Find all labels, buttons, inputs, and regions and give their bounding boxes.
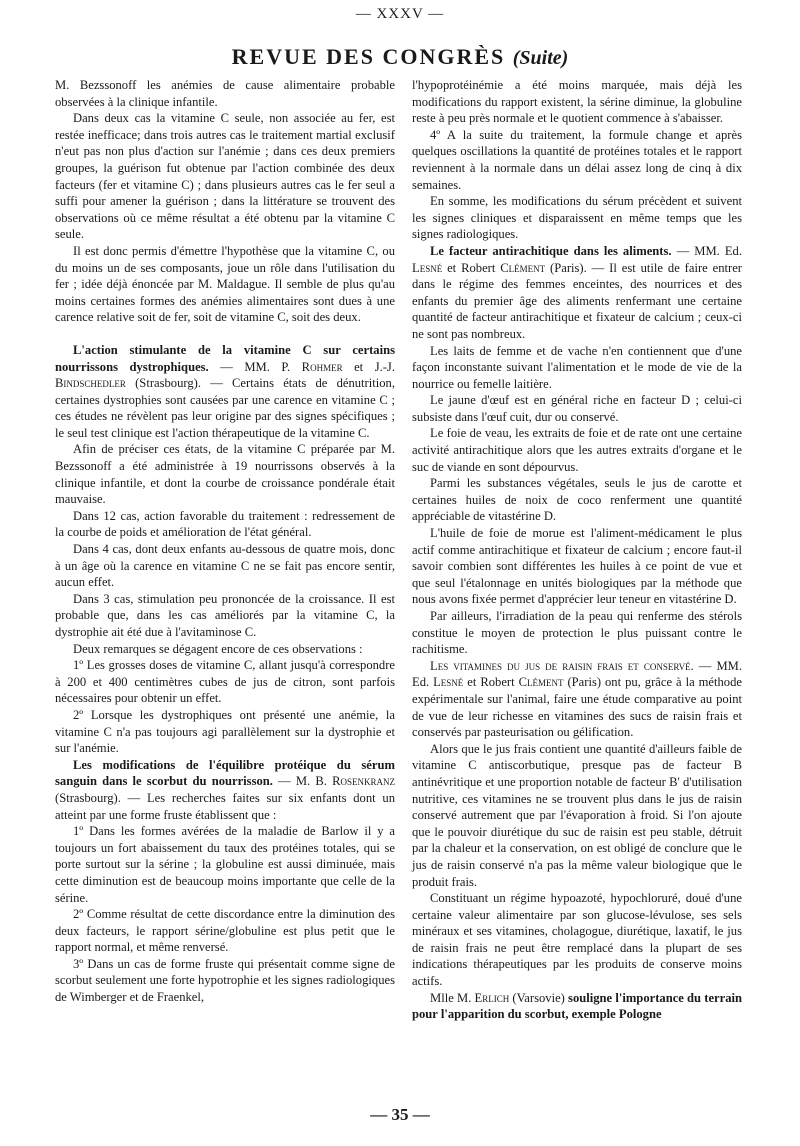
paragraph: 2º Comme résultat de cette discordance entre la diminution des deux facteurs, le rapport sérine/globuline est plus petit que le rapport normal, et même renversé.	[55, 907, 395, 955]
article-title: Les vitamines du jus de raisin frais et conservé.	[430, 658, 694, 673]
paragraph: l'hypoprotéinémie a été moins marquée, mais déjà les modifications du rapport existent, la sérine diminue, la globuline reste à peu près normale et le quotient commence à s'abaisser.	[412, 78, 742, 126]
article-grape-juice-vitamins: Les vitamines du jus de raisin frais et conservé. — MM. Ed. Lesné et Robert Clément (Paris) ont pu, grâce à la méthode expérimentale sur l'animal, faire une étude comparative au point de vue de leur richesse en vitamines des sucs de raisin frais et conservés par pasteurisation ou gélification.	[412, 658, 742, 740]
paragraph: Le foie de veau, les extraits de foie et de rate ont une certaine activité antirachitique alors que les autres extraits d'organe et le suc de viande en sont dépourvus.	[412, 426, 742, 474]
paragraph: 1º Dans les formes avérées de la maladie de Barlow il y a toujours un fort abaissement du taux des protéines totales, qui se porte surtout sur la sérine ; la globuline est aussi diminuée, mais cette diminution est de beaucoup moins importante que celle de la sérine.	[55, 824, 395, 905]
paragraph: Dans 4 cas, dont deux enfants au-dessous de quatre mois, donc à un âge où la carence en vitamine C ne se fait pas encore sentir, aucun effet.	[55, 542, 395, 590]
author-name: Rosenkranz	[332, 774, 395, 789]
right-column	[412, 77, 742, 1023]
paragraph: L'huile de foie de morue est l'aliment-médicament le plus actif comme antirachitique et fixateur de calcium ; encore faut-il savoir combien sont différentes les huiles à ce point de vue et que seul l'étalonnage en unités biologiques par la méthode que nous avons fixée permet d'apprécier leur teneur en vitastérine D.	[412, 526, 742, 607]
title-text: REVUE DES CONGRÈS	[231, 44, 506, 69]
paragraph: Dans deux cas la vitamine C seule, non associée au fer, est restée inefficace; dans trois autres cas le traitement martial exclusif n'eut pas non plus d'action sur l'anémie ; dans ces deux premiers groupes, la guérison fut obtenue par l'action combinée des deux facteurs (fer et vitamine C) ; dans plusieurs autres cas le fer seul a suffi pour amener la guérison ; dans la littérature se trouvent des observations où ce même résultat a été obtenu par la vitamine C seule.	[55, 111, 395, 242]
paragraph: Dans 3 cas, stimulation peu prononcée de la croissance. Il est probable que, dans les cas améliorés par la vitamine C, la dystrophie ait été due à l'avitaminose C.	[55, 591, 395, 639]
left-column	[55, 77, 395, 1006]
paragraph: En somme, les modifications du sérum précèdent et suivent les signes cliniques et disparaissent en même temps que les signes radiologiques.	[412, 194, 742, 242]
paragraph: Parmi les substances végétales, seuls le jus de carotte et certaines huiles de noix de coco renferment une quantité appréciable de vitastérine D.	[412, 476, 742, 524]
emphasis-text: souligne l'importance du terrain pour l'apparition du scorbut, exemple Pologne	[412, 990, 743, 1022]
article-title: L'action stimulante de la vitamine C sur certains nourrissons dystrophiques.	[55, 342, 395, 374]
paragraph: Le jaune d'œuf est en général riche en facteur D ; celui-ci subsiste dans l'œuf cuit, dur ou conservé.	[412, 393, 742, 424]
article-vitamin-c-dystrophy: L'action stimulante de la vitamine C sur certains nourrissons dystrophiques. — MM. P. Rohmer et J.-J. Bindschedler (Strasbourg). — Certains états de dénutrition, certaines dystrophies sont causées par une carence en vitamine C ; ces études ne révèlent pas leur origine par des signes spécifiques ; le seul test clinique est l'action thérapeutique de la vitamine C.	[55, 342, 395, 440]
author-name: Erlich	[474, 990, 510, 1005]
roman-page-number: — XXXV —	[355, 6, 445, 22]
paragraph: 4º A la suite du traitement, la formule change et après quelques oscillations la quantité de protéines totales et le rapport reviennent à la normale dans un délai assez long de cinq à dix semaines.	[412, 127, 742, 192]
paragraph: 3º Dans un cas de forme fruste qui présentait comme signe de scorbut seulement une forte hypotrophie et les signes radiologiques de Wimberger et de Fraenkel,	[55, 956, 395, 1005]
paragraph: Afin de préciser ces états, de la vitamine C préparée par M. Bezssonoff a été administrée à 19 nourrissons observés à la clinique infantile, et dont la courbe de croissance pondérale était mauvaise.	[55, 442, 395, 507]
paragraph: Il est donc permis d'émettre l'hypothèse que la vitamine C, ou du moins un de ses composants, joue un rôle dans l'utilisation du fer ; idée déjà énoncée par M. Maldague. Il semble de plus qu'au moins certaines formes des anémies alimentaires sont dues à une carence relative soit de fer, soit de vitamine C, soit des deux.	[55, 243, 395, 325]
author-name: Rohmer	[301, 359, 343, 374]
paragraph: 2º Lorsque les dystrophiques ont présenté une anémie, la vitamine C n'a pas toujours agi parallèlement sur la dystrophie et sur l'anémie.	[55, 707, 395, 756]
author-name: Lesné	[412, 260, 443, 275]
paragraph: Dans 12 cas, action favorable du traitement : redressement de la courbe de poids et amélioration de l'état général.	[55, 508, 395, 540]
paragraph: Alors que le jus frais contient une quantité d'ailleurs faible de vitamine C antiscorbutique, presque pas de facteur B antinévritique et une proportion notable de facteur B' d'utilisation nutritive, ces vitamines ne se trouvent plus dans le jus de raisin conservé autrement que par l'évaporation à froid. Si l'on ajoute que le pouvoir diurétique du suc de raisin est peu stable, détruit par la chaleur et la conservation, on est obligé de conclure que le jus de raisin conservé n'a pas la même valeur biologique que le produit frais.	[412, 741, 742, 889]
author-name: Bindschedler	[55, 376, 126, 391]
paragraph: Par ailleurs, l'irradiation de la peau qui renferme des stérols constitue le moyen de protection le plus puissant contre le rachitisme.	[412, 609, 742, 657]
author-name: Lesné	[433, 675, 464, 690]
title-suite: (Suite)	[512, 47, 569, 69]
paragraph: M. Bezssonoff les anémies de cause alimentaire probable observées à la clinique infantile.	[55, 78, 395, 109]
article-protein-balance: Les modifications de l'équilibre protéique du sérum sanguin dans le scorbut du nourrisson. — M. B. Rosenkranz (Strasbourg). — Les recherches faites sur six enfants dont un atteint par une forme fruste établissent que :	[55, 757, 395, 822]
article-antirachitic-factor: Le facteur antirachitique dans les aliments. — MM. Ed. Lesné et Robert Clément (Paris). — Il est utile de faire entrer dans le régime des femmes enceintes, des nourrices et des enfants du premier âge des aliments renfermant une certaine quantité de facteur antirachitique et fixateur de calcium ; ceux-ci ne sont pas nombreux.	[412, 243, 742, 341]
paragraph: Constituant un régime hypoazoté, hypochloruré, doué d'une certaine valeur alimentaire par son glucose-lévulose, ses sels minéraux et ses vitamines, cholagogue, diurétique, laxatif, le jus de raisin frais ne peut être remplacé dans la plupart de ses indications thérapeutiques par les produits de conserve moins actifs.	[412, 891, 742, 989]
page-title	[0, 44, 800, 70]
article-erlich: Mlle M. Erlich (Varsovie) souligne l'importance du terrain pour l'apparition du scorbut, exemple Pologne	[412, 990, 743, 1022]
paragraph: Deux remarques se dégagent encore de ces observations :	[73, 641, 363, 656]
article-title: Les modifications de l'équilibre protéique du sérum sanguin dans le scorbut du nourrisson.	[55, 757, 395, 789]
article-title: Le facteur antirachitique dans les aliments.	[430, 243, 672, 258]
paragraph: 1º Les grosses doses de vitamine C, allant jusqu'à correspondre à 200 et 400 centimètres cubes de jus de citron, sont parfois nécessaires pour obtenir un effet.	[55, 658, 395, 706]
author-name: Clément	[500, 260, 546, 275]
paragraph: Les laits de femme et de vache n'en contiennent que d'une façon inconstante suivant l'alimentation et le mode de vie de la nourrice ou femelle laitière.	[412, 343, 742, 391]
page-number: — 35 —	[370, 1105, 430, 1124]
author-name: Clément	[518, 675, 564, 690]
